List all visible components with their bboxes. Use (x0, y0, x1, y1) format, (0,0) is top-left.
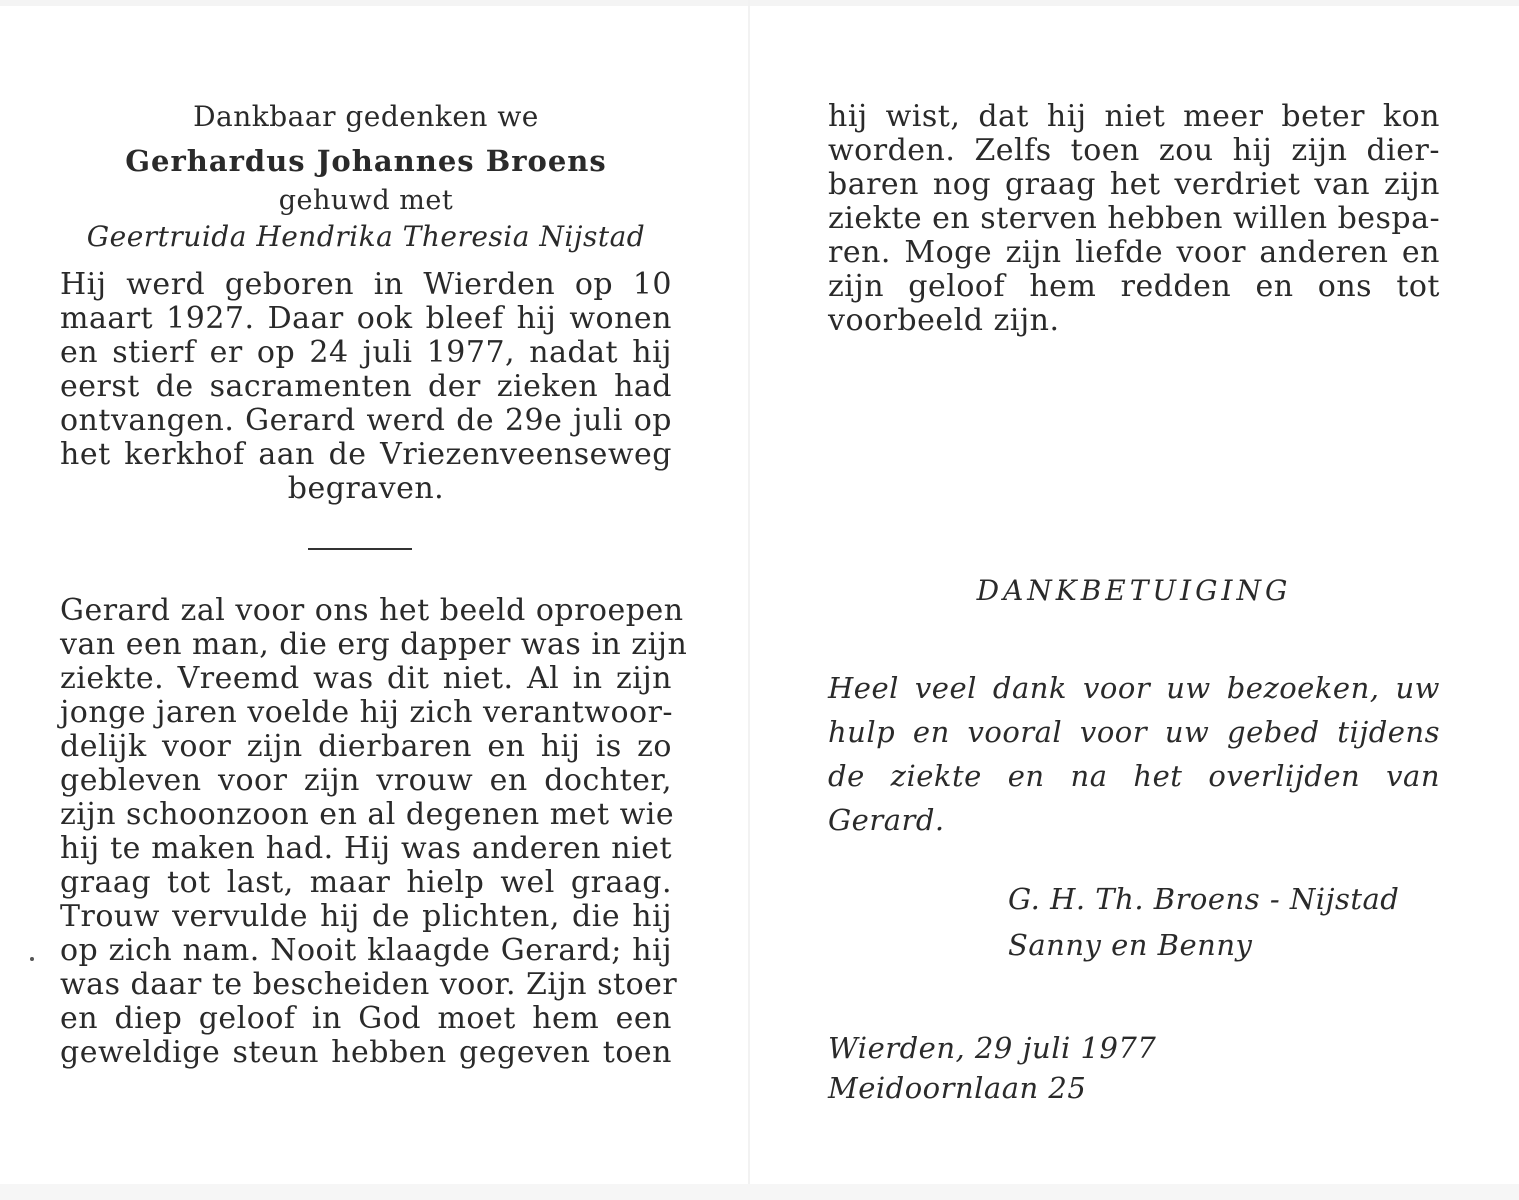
section-divider (308, 548, 412, 550)
place-date: Wierden, 29 juli 1977 (828, 1031, 1157, 1065)
intro-line: Dankbaar gedenken we (193, 100, 539, 133)
bio-line: maart 1927. Daar ook bleef hij wonen (60, 301, 672, 336)
thanks-line: hulp en vooral voor uw gebed tijdens (828, 715, 1440, 749)
continuation-line: baren nog graag het verdriet van zijn (828, 167, 1440, 202)
memory-line: graag tot last, maar hielp wel graag. (60, 865, 672, 900)
thanks-line: Heel veel dank voor uw bezoeken, uw (828, 671, 1440, 705)
bio-line: eerst de sacramenten der zieken had (60, 369, 672, 404)
signer-line: G. H. Th. Broens - Nijstad (1008, 882, 1400, 916)
continuation-line: zijn geloof hem redden en ons tot (828, 269, 1440, 304)
bio-last-line: begraven. (287, 471, 445, 506)
married-label: gehuwd met (278, 185, 454, 216)
bio-line: ontvangen. Gerard werd de 29e juli op (60, 403, 672, 438)
memory-line: hij te maken had. Hij was anderen niet (60, 831, 672, 866)
biography-paragraph (60, 268, 672, 506)
continuation-line: ziekte en sterven hebben willen bespa- (828, 201, 1441, 236)
memory-line: was daar te bescheiden voor. Zijn stoer (60, 967, 678, 1002)
place-block (828, 1028, 1440, 1108)
continuation-line: worden. Zelfs toen zou hij zijn dier- (828, 133, 1440, 168)
signer-line: Sanny en Benny (1008, 928, 1253, 962)
right-page (828, 99, 1441, 1105)
memory-line: Trouw vervulde hij de plichten, die hij (60, 899, 672, 934)
memory-line: zijn schoonzoon en al degenen met wie (60, 797, 675, 832)
card-top-edge (0, 0, 1519, 6)
memory-line: geweldige steun hebben gegeven toen (60, 1035, 672, 1070)
bio-line: Hij werd geboren in Wierden op 10 (60, 267, 672, 302)
print-speck (30, 957, 34, 961)
address: Meidoornlaan 25 (828, 1071, 1087, 1105)
continuation-last-line: voorbeeld zijn. (828, 303, 1060, 338)
continuation-line: ren. Moge zijn liefde voor anderen en (828, 235, 1440, 270)
thanks-paragraph (828, 666, 1440, 842)
memory-paragraph (60, 593, 688, 1070)
thanks-heading: DANKBETUIGING (976, 574, 1292, 607)
thanks-last-line: Gerard. (828, 803, 945, 837)
signers-block (1008, 876, 1440, 968)
memory-line: van een man, die erg dapper was in zijn (60, 627, 688, 662)
thanks-line: de ziekte en na het overlijden van (828, 759, 1440, 793)
memory-line: delijk voor zijn dierbaren en hij is zo (60, 729, 672, 764)
spouse-name: Geertruida Hendrika Theresia Nijstad (86, 220, 646, 253)
continuation-paragraph (828, 100, 1440, 338)
bio-line: het kerkhof aan de Vriezenveenseweg (60, 437, 672, 472)
bio-line: en stierf er op 24 juli 1977, nadat hij (60, 335, 672, 370)
memory-line: gebleven voor zijn vrouw en dochter, (60, 763, 672, 798)
left-page (60, 100, 688, 1070)
memory-line: ziekte. Vreemd was dit niet. Al in zijn (60, 661, 672, 696)
memory-line: op zich nam. Nooit klaagde Gerard; hij (60, 933, 672, 968)
card-fold (748, 0, 750, 1200)
memory-line: jonge jaren voelde hij zich verantwoor- (60, 695, 674, 730)
continuation-line: hij wist, dat hij niet meer beter kon (828, 99, 1440, 134)
deceased-name: Gerhardus Johannes Broens (125, 144, 607, 178)
memory-line: Gerard zal voor ons het beeld oproepen (60, 593, 684, 628)
memory-line: en diep geloof in God moet hem een (60, 1001, 672, 1036)
card-bottom-edge (0, 1184, 1519, 1200)
